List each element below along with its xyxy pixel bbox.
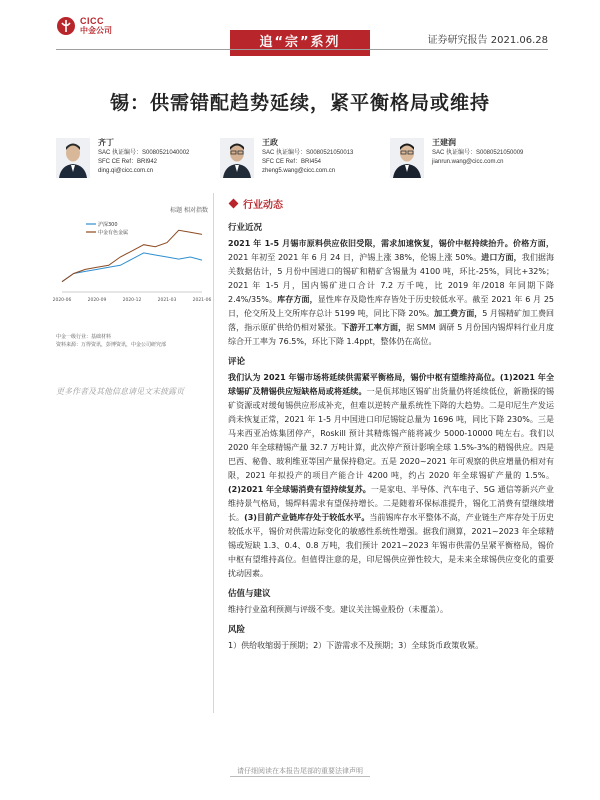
series-banner: 追“宗”系列	[230, 30, 370, 56]
legend-label-0: 沪深300	[98, 222, 118, 228]
column-divider	[213, 193, 214, 713]
risk-paragraph: 1）供给收缩弱于预期；2）下游需求不及预期；3）全球货币政策收紧。	[228, 641, 484, 650]
x-tick-label: 2020-06	[52, 298, 72, 303]
chart-svg	[52, 214, 212, 306]
chart-note-source: 资料来源：万得资讯，彭博资讯，中金公司研究部	[56, 342, 167, 348]
x-tick-label: 2021-03	[157, 298, 177, 303]
header-divider	[56, 49, 548, 50]
report-type-date: 证券研究报告 2021.06.28	[427, 35, 548, 46]
text-run: (2)2021 年全球锡消费有望持续复苏。	[228, 485, 371, 494]
analyst-card-1	[56, 138, 189, 178]
text-run: 加工费方面，	[434, 309, 483, 318]
report-body	[228, 221, 554, 653]
section-title: 行业动态	[243, 200, 283, 211]
diamond-bullet-icon	[229, 199, 239, 209]
subsection-heading: 风险	[228, 625, 246, 635]
text-run: 当前锡库存水平整体不高，产业链生产库存处于历史较低水平，锡价对供需边际变化的敏感性系统性增强。据我们测算，2021~2023 年全球精锡或短缺 1.3、0.4、0.8 万吨，我们预计 2021~2023 年锡市供需仍呈紧平衡格局，锡价中枢有望维持高位。但值得注意的是，印尼锡供应弹性较大，是未来全球锡供应变化的重要扰动因素。	[228, 513, 554, 578]
footer-disclaimer: 请仔细阅读在本报告尾部的重要法律声明	[237, 767, 363, 775]
text-run: 显性库存及隐性库存皆处于历史较低水平。截至 2021 年 6 月 25 日，伦交所及上交所库存总计 5199 吨，同比下降 20%。	[228, 295, 554, 318]
text-run: 进口方面，	[481, 253, 522, 262]
text-run: 2021 年 1-5 月锡市原料供应依旧受限，需求加速恢复，锡价中枢持续抬升。价格方面，	[228, 239, 554, 248]
subsection-heading: 评论	[228, 357, 246, 367]
text-run: 5 月锡精矿加工费回落，指示原矿供给仍相对紧张。	[228, 309, 554, 332]
relative-performance-chart	[52, 205, 212, 305]
chart-note	[56, 333, 166, 349]
cicc-logo	[56, 16, 112, 36]
logo-en-text: CICC	[80, 16, 104, 26]
analyst-sac: SAC 执证编号：S0080521050009	[432, 150, 524, 156]
footer-underline	[230, 776, 370, 777]
more-info-note: 更多作者及其他信息请见文末披露页	[56, 387, 184, 396]
analyst-email: zheng5.wang@cicc.com.cn	[262, 168, 336, 174]
text-run: 我们据海关数据估计，5 月份中国进口的锡矿和精矿含锡量为 4100 吨，环比-25%，同比+32%；2021 年 1-5 月，国内锡矿进口合计 7.2 万千吨，比 2019 年/2018 年同期下降 2.4%/35%。	[228, 253, 555, 304]
section-header	[228, 196, 283, 211]
x-tick-label: 2020-09	[87, 298, 107, 303]
analyst-sfc: SFC CE Ref：BRI942	[98, 159, 158, 165]
text-run: 下游开工率方面，	[341, 323, 407, 332]
analyst-card-2	[220, 138, 353, 178]
logo-cn-text: 中金公司	[80, 26, 112, 35]
series-line-1	[62, 230, 202, 281]
analyst-name: 王建润	[432, 138, 456, 147]
valuation-paragraph: 维持行业盈利预测与评级不变。建议关注锡业股份（未覆盖）。	[228, 605, 448, 614]
text-run: 2021 年初至 2021 年 6 月 24 日，沪锡上涨 38%，伦锡上涨 50%。	[228, 253, 482, 262]
report-title: 锡：供需错配趋势延续，紧平衡格局或维持	[109, 92, 490, 114]
text-run: 库存方面，	[277, 295, 318, 304]
chart-note-industry: 中金一级行业：基础材料	[56, 334, 112, 340]
text-run: (3)目前产业链库存处于较低水平。	[244, 513, 370, 522]
x-tick-label: 2021-06	[192, 298, 212, 303]
analyst-name: 齐丁	[98, 138, 114, 147]
analyst-email: ding.qi@cicc.com.cn	[98, 168, 154, 174]
analyst-name: 王政	[262, 138, 278, 147]
x-tick-label: 2020-12	[122, 298, 142, 303]
text-run: 一是家电、半导体、汽车电子、5G 通信等新兴产业维持景气格局，锡焊料需求有望保持增长。二是随着环保标准提升，锡化工消费有望继续增长。	[228, 485, 554, 522]
legend-label-1: 中金有色金属	[98, 230, 129, 236]
analyst-email: jianrun.wang@cicc.com.cn	[432, 159, 504, 165]
subsection-heading: 估值与建议	[228, 589, 271, 599]
chart-header: 标题 相对指数	[170, 207, 208, 214]
analyst-card-3	[390, 138, 523, 178]
analyst-sac: SAC 执证编号：S0080521050013	[262, 150, 354, 156]
avatar-icon	[390, 138, 424, 178]
recent-situation-paragraph	[228, 237, 554, 349]
cicc-logo-icon	[56, 16, 76, 36]
comment-paragraph	[228, 371, 554, 581]
analyst-sac: SAC 执证编号：S0080521040002	[98, 150, 190, 156]
avatar-icon	[56, 138, 90, 178]
avatar-icon	[220, 138, 254, 178]
text-run: 我们认为 2021 年锡市场将延续供需紧平衡格局，锡价中枢有望维持高位。(1)2021 年全球锡矿及精锡供应短缺格局或将延续。	[228, 373, 554, 396]
series-line-0	[62, 253, 202, 282]
analyst-sfc: SFC CE Ref：BRI454	[262, 159, 322, 165]
text-run: 一是佤邦地区锡矿出货量仍将延续低位，新勘探的锡矿资源或对缓甸锡供应形成补充，但难以逆转产量系统性下降的大趋势。二是印尼生产发运尚未恢复正常，2021 年 1-5 月中国进口印尼锡锭总量为 1696 吨，同比下降 230%。三是马来西亚冶炼集团停产，Roskill 预计其精炼锡产能将减少 5000-10000 吨左右。我们以 2020 年全球精锡产量 32.7 万吨计算，此次停产预计影响全球 1.5%-3%的精锡供应。四是巴西、秘鲁、玻利维亚等国产量保持稳定。五是 2020~2021 年可观察的供应增量仍相对有限，2021 年拟投产的项目产能合计 4200 吨，约占 2020 年全球锡矿产量的 1.5%。	[228, 387, 555, 480]
text-run: 据 SMM 调研 5 月份国内锡焊料行业月度综合开工率为 76.5%，环比下降 1.4ppt，整体仍在高位。	[228, 323, 555, 346]
subsection-heading: 行业近况	[228, 223, 263, 233]
